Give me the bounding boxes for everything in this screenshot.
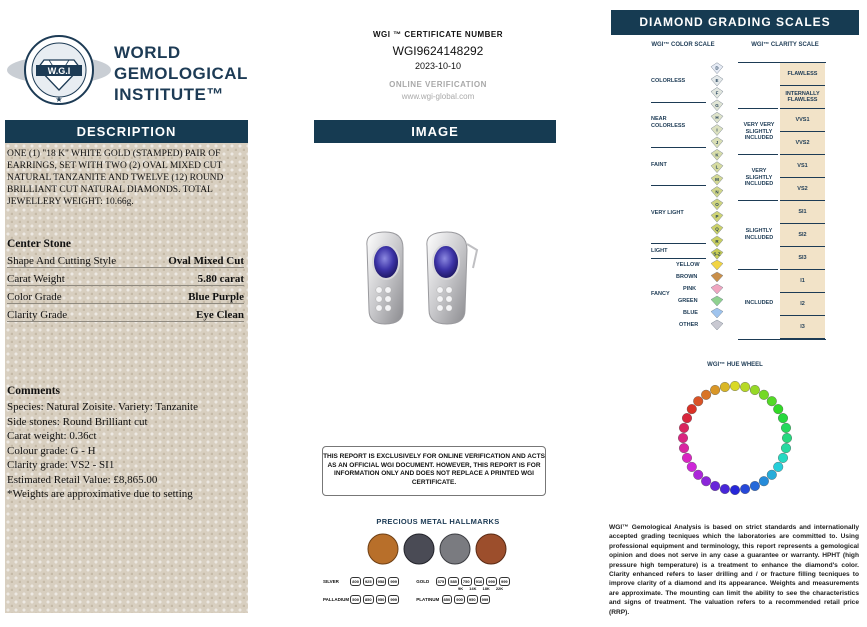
spec-row-clarity <box>7 303 244 322</box>
clarity-vs2: VS2 <box>780 178 825 201</box>
color-grade-letter: O <box>715 201 719 207</box>
hue-wheel-swatch <box>679 443 689 453</box>
hue-wheel-swatch <box>781 423 791 433</box>
image-heading: IMAGE <box>314 120 556 143</box>
hue-wheel-swatch <box>778 453 788 463</box>
hallmark-stamp: 999 <box>481 597 489 602</box>
clarity-group-si: SLIGHTLY INCLUDED <box>744 228 774 241</box>
clarity-group-included: INCLUDED <box>744 300 774 306</box>
spec-value: Eye Clean <box>196 309 244 321</box>
spec-value: Blue Purple <box>188 291 244 303</box>
hallmark-stamp: 999 <box>500 579 508 584</box>
hue-wheel-swatch <box>782 433 792 443</box>
gold-label: GOLD <box>416 579 430 584</box>
color-grade-letter: J <box>715 139 719 145</box>
spec-value: 5.80 carat <box>197 273 244 285</box>
hue-wheel-swatch <box>682 453 692 463</box>
hallmark-stamp: 999 <box>390 597 398 602</box>
color-grade-letter: E <box>715 78 719 84</box>
hue-wheel-swatch <box>730 485 740 495</box>
color-grade-letter: P <box>715 214 719 220</box>
karat-label: 22K <box>495 586 504 591</box>
divider <box>651 185 706 186</box>
org-name-line2: GEMOLOGICAL <box>114 64 248 83</box>
comment-line: *Weights are approximative due to setting <box>7 488 193 500</box>
clarity-flawless: FLAWLESS <box>780 63 825 86</box>
karat-label: 18K <box>482 586 490 591</box>
hue-wheel-swatch <box>781 443 791 453</box>
hallmark-stamp: 375 <box>437 579 445 584</box>
clarity-i3: I3 <box>780 316 825 339</box>
hallmarks-palladium-platinum-row <box>323 595 563 604</box>
hallmark-stamp: 500 <box>352 597 359 602</box>
divider <box>738 269 778 270</box>
spec-label: Color Grade <box>7 291 62 303</box>
hue-wheel-swatch <box>693 470 703 480</box>
hue-wheel-swatch <box>710 481 720 491</box>
color-group-near-colorless: NEAR COLORLESS <box>651 116 686 129</box>
color-grade-letter: K <box>715 152 719 158</box>
hallmark-stamp: 950 <box>377 597 385 602</box>
hallmark-stamp: 900 <box>456 597 463 602</box>
clarity-si3: SI3 <box>780 247 825 270</box>
clarity-i2: I2 <box>780 293 825 316</box>
color-grade-letter: D <box>715 65 719 71</box>
hue-wheel-swatch <box>687 404 697 414</box>
org-name-line1: WORLD <box>114 43 181 62</box>
hallmark-stamp: 850 <box>443 597 451 602</box>
hue-wheel-swatch <box>720 484 730 494</box>
certificate-number: WGI9624148292 <box>392 44 484 58</box>
hallmark-stamp: 925 <box>364 579 372 584</box>
fancy-color-diamond-icon <box>711 272 723 282</box>
hue-wheel-swatch <box>750 481 760 491</box>
color-grade-letter: R <box>715 238 719 244</box>
spec-label: Carat Weight <box>7 273 65 285</box>
color-letter-column <box>709 62 725 260</box>
description-text: ONE (1) "18 K" WHITE GOLD (STAMPED) PAIR OF EARRINGS, SET WITH TWO (2) OVAL MIXED CUT NATURAL TANZANITE AND TWELVE (12) ROUND BRILLIANT CUT NATURAL DIAMONDS. TOTAL JEWELLERY WEIGHT: 10.66g. <box>7 149 224 207</box>
clarity-vvs2: VVS2 <box>780 132 825 155</box>
certificate-date: 2023-10-10 <box>414 61 462 71</box>
hue-wheel-swatch <box>701 390 711 400</box>
earrings-photo <box>355 228 495 328</box>
verification-url[interactable]: www.wgi-global.com <box>401 92 475 101</box>
color-group-very-light: VERY LIGHT <box>651 210 684 216</box>
spec-row-carat <box>7 267 244 286</box>
color-grade-letter: G <box>715 102 719 108</box>
hallmark-stamp: 750 <box>462 579 470 584</box>
color-grade-letter: H <box>715 115 719 121</box>
hallmark-stamp: 958 <box>377 579 385 584</box>
hallmark-stamp: 850 <box>364 597 372 602</box>
copper-coin-icon <box>476 534 506 564</box>
disclaimer-text: WGI™ Gemological Analysis is based on strict standards and internationally accepted grading tecniques which the laboratories are committed to. Using professional equipment and terminology, this report represents a gemological opinion and does not serve in any case a guarantee or warranty. HPHT (high pressure high temperature) is a treatment to enhance the diamond's color. Clarity enhanced refers to laser drilling and / or fracture filling tecniques to improve clarity of a diamond and its appearance. Weights and measurements are approximate. The mounting can limit the ability to see the characteristics and signs of treatment. The valuation refers to a recommended retail price (RRP). <box>609 524 859 616</box>
gold-coin-icon <box>368 534 398 564</box>
hue-wheel-swatch <box>778 413 788 423</box>
divider <box>651 102 706 103</box>
hue-wheel-swatch <box>759 390 769 400</box>
hue-wheel-swatch <box>767 396 777 406</box>
clarity-internally-flawless: INTERNALLY FLAWLESS <box>780 86 825 109</box>
clarity-i1: I1 <box>780 270 825 293</box>
fancy-color-diamond-icon <box>711 320 723 330</box>
globe-seal-icon <box>4 30 114 110</box>
hue-wheel-swatch <box>710 385 720 395</box>
comment-line: Estimated Retail Value: £8,865.00 <box>7 473 158 486</box>
fancy-other: OTHER <box>679 322 699 328</box>
hallmark-stamp: 950 <box>468 597 476 602</box>
silver-label: SILVER <box>323 579 339 584</box>
color-grade-letter: I <box>716 127 718 133</box>
color-grade-letter: L <box>715 164 719 170</box>
description-heading: DESCRIPTION <box>5 120 248 143</box>
palladium-coin-icon <box>404 534 434 564</box>
fancy-color-diamond-icon <box>711 260 723 270</box>
description-panel <box>5 143 248 613</box>
fancy-color-diamond-icon <box>711 308 723 318</box>
hue-wheel-title: WGI™ HUE WHEEL <box>707 362 763 368</box>
clarity-group-vvs: VERY VERY SLIGHTLY INCLUDED <box>743 122 775 141</box>
color-grade-letter: F <box>715 90 719 96</box>
hallmark-stamp: 800 <box>352 579 359 584</box>
comments-list <box>7 400 247 502</box>
color-group-colorless: COLORLESS <box>651 78 686 84</box>
hue-wheel-swatch <box>693 396 703 406</box>
palladium-label: PALLADIUM <box>323 597 350 602</box>
hue-wheel-swatch <box>740 484 750 494</box>
karat-label: 9K <box>458 586 464 591</box>
divider <box>738 108 778 109</box>
color-grade-letter: S-Z <box>713 251 721 257</box>
hue-wheel-swatch <box>682 413 692 423</box>
divider <box>738 200 778 201</box>
hallmarks-silver-gold-row <box>323 577 563 586</box>
spec-value: Oval Mixed Cut <box>168 255 244 267</box>
hue-wheel <box>655 373 815 503</box>
hue-wheel-swatch <box>678 433 688 443</box>
hue-wheel-swatch <box>730 381 740 391</box>
clarity-scale-title: WGI™ CLARITY SCALE <box>751 42 819 48</box>
fancy-brown: BROWN <box>676 274 698 280</box>
comment-line: Side stones: Round Brilliant cut <box>7 415 148 428</box>
fancy-swatches <box>709 259 725 335</box>
divider <box>651 243 706 244</box>
divider <box>651 258 706 259</box>
grading-scales-heading: DIAMOND GRADING SCALES <box>611 10 859 35</box>
comment-line: Species: Natural Zoisite. Variety: Tanzanite <box>7 401 198 413</box>
org-name-line3: INSTITUTE™ <box>114 85 224 104</box>
clarity-group-vs: VERY SLIGHTLY INCLUDED <box>744 168 774 187</box>
fancy-green: GREEN <box>678 298 698 304</box>
divider <box>651 147 706 148</box>
svg-text:W.G.I: W.G.I <box>47 66 71 76</box>
clarity-vs1: VS1 <box>780 155 825 178</box>
comments-title: Comments <box>7 385 61 397</box>
hallmark-coins <box>366 533 516 567</box>
gold-karats <box>458 586 548 591</box>
hue-wheel-swatch <box>759 476 769 486</box>
hue-wheel-swatch <box>701 476 711 486</box>
fancy-color-diamond-icon <box>711 284 723 294</box>
comment-line: Clarity grade: VS2 - SI1 <box>7 459 115 471</box>
center-stone-title: Center Stone <box>7 238 71 250</box>
divider <box>738 339 826 340</box>
color-group-fancy: FANCY <box>651 291 670 297</box>
hue-wheel-swatch <box>679 423 689 433</box>
comment-line: Carat weight: 0.36ct <box>7 430 97 442</box>
hue-wheel-swatch <box>687 462 697 472</box>
clarity-vvs1: VVS1 <box>780 109 825 132</box>
silver-coin-icon <box>440 534 470 564</box>
fancy-yellow: YELLOW <box>676 262 700 268</box>
fancy-pink: PINK <box>683 286 697 292</box>
online-verification-label: ONLINE VERIFICATION <box>389 80 487 89</box>
hallmark-stamp: 916 <box>475 579 483 584</box>
spec-row-color <box>7 285 244 304</box>
comment-line: Colour grade: G - H <box>7 444 96 457</box>
divider <box>738 154 778 155</box>
hallmarks-title: PRECIOUS METAL HALLMARKS <box>376 517 500 526</box>
color-group-faint: FAINT <box>651 162 667 168</box>
svg-text:★: ★ <box>55 95 63 104</box>
hue-wheel-swatch <box>767 470 777 480</box>
fancy-color-diamond-icon <box>711 296 723 306</box>
certificate-label: WGI ™ CERTIFICATE NUMBER <box>372 30 504 39</box>
hue-wheel-swatch <box>773 462 783 472</box>
color-grade-letter: N <box>715 189 719 195</box>
hue-wheel-swatch <box>740 382 750 392</box>
hallmark-stamp: 990 <box>488 579 495 584</box>
hue-wheel-swatch <box>773 404 783 414</box>
clarity-si1: SI1 <box>780 201 825 224</box>
karat-label: 14K <box>469 586 477 591</box>
org-name <box>114 42 254 105</box>
color-scale-title: WGI™ COLOR SCALE <box>651 42 715 48</box>
color-grade-letter: M <box>715 177 719 183</box>
hallmark-stamp: 585 <box>450 579 457 584</box>
spec-row-shape <box>7 249 244 268</box>
spec-label: Shape And Cutting Style <box>7 255 117 267</box>
clarity-si2: SI2 <box>780 224 825 247</box>
color-group-light: LIGHT <box>651 248 668 254</box>
color-grade-letter: Q <box>715 226 719 232</box>
hue-wheel-swatch <box>750 385 760 395</box>
platinum-label: PLATINUM <box>416 597 440 602</box>
spec-label: Clarity Grade <box>7 309 68 321</box>
hallmark-stamp: 999 <box>390 579 398 584</box>
hue-wheel-swatch <box>720 382 730 392</box>
online-verification-notice: THIS REPORT IS EXCLUSIVELY FOR ONLINE VERIFICATION AND ACTS AS AN OFFICIAL WGI DOCUMENT. HOWEVER, THIS REPORT IS FOR INFORMATION ONLY AND DOES NOT REPLACE A PRINTED WGI CERTIFICATE. <box>322 446 546 496</box>
fancy-blue: BLUE <box>683 310 698 316</box>
